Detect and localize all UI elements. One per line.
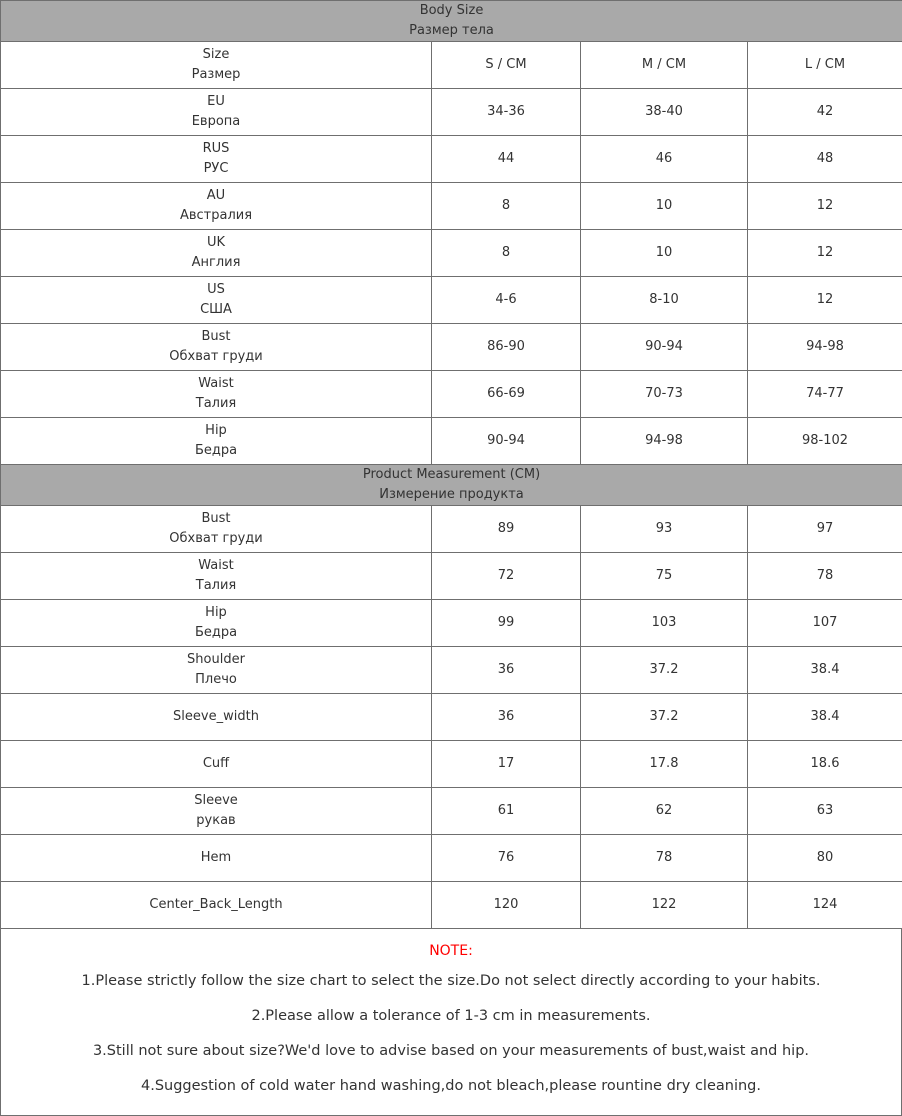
row-label: Size Размер	[1, 42, 432, 89]
cell-l: 63	[748, 788, 902, 835]
cell-s: 36	[432, 647, 581, 694]
cell-m: 8-10	[581, 277, 748, 324]
body-size-title	[1, 1, 902, 42]
note-line-1: 1.Please strictly follow the size chart to select the size.Do not select directly according to your habits.	[81, 973, 821, 989]
body-size-section-header	[1, 1, 902, 42]
cell-l: 12	[748, 183, 902, 230]
cell-s: 99	[432, 600, 581, 647]
note-line-4: 4.Suggestion of cold water hand washing,do not bleach,please rountine dry cleaning.	[141, 1078, 761, 1094]
cell-m: 10	[581, 230, 748, 277]
table-row-waist	[1, 371, 902, 418]
body-size-title-ru: Размер тела	[409, 23, 494, 38]
cell-l: 18.6	[748, 741, 902, 788]
table-row-product-hem	[1, 835, 902, 882]
cell-m: 103	[581, 600, 748, 647]
row-label: US США	[1, 277, 432, 324]
note-title: NOTE:	[429, 943, 473, 959]
cell-l: 12	[748, 277, 902, 324]
cell-l: 107	[748, 600, 902, 647]
cell-s: 72	[432, 553, 581, 600]
cell-m: 93	[581, 506, 748, 553]
cell-s: 44	[432, 136, 581, 183]
row-label: EU Европа	[1, 89, 432, 136]
product-measurement-section-header	[1, 465, 902, 506]
row-label: AU Австралия	[1, 183, 432, 230]
cell-m: 75	[581, 553, 748, 600]
table-row-product-bust	[1, 506, 902, 553]
table-row-product-waist	[1, 553, 902, 600]
cell-m: 94-98	[581, 418, 748, 465]
row-label: Center_Back_Length	[1, 882, 432, 929]
size-header-row	[1, 42, 902, 89]
table-row-rus	[1, 136, 902, 183]
cell-s: 76	[432, 835, 581, 882]
table-row-bust	[1, 324, 902, 371]
cell-s: 36	[432, 694, 581, 741]
row-label: Bust Обхват груди	[1, 324, 432, 371]
cell-m: 122	[581, 882, 748, 929]
cell-m: 62	[581, 788, 748, 835]
cell-l: 74-77	[748, 371, 902, 418]
cell-s: 8	[432, 230, 581, 277]
row-label: Waist Талия	[1, 553, 432, 600]
note-line-2: 2.Please allow a tolerance of 1-3 cm in measurements.	[251, 1008, 651, 1024]
cell-l: 124	[748, 882, 902, 929]
column-header-l: L / CM	[748, 42, 902, 89]
row-label: Waist Талия	[1, 371, 432, 418]
row-label: Hip Бедра	[1, 418, 432, 465]
table-row-product-sleeve-width	[1, 694, 902, 741]
table-row-hip	[1, 418, 902, 465]
row-label: Cuff	[1, 741, 432, 788]
row-label: Shoulder Плечо	[1, 647, 432, 694]
cell-s: 90-94	[432, 418, 581, 465]
cell-l: 97	[748, 506, 902, 553]
cell-s: 120	[432, 882, 581, 929]
row-label: Sleeve рукав	[1, 788, 432, 835]
cell-s: 34-36	[432, 89, 581, 136]
cell-l: 78	[748, 553, 902, 600]
table-row-us	[1, 277, 902, 324]
column-header-s: S / CM	[432, 42, 581, 89]
cell-l: 38.4	[748, 647, 902, 694]
table-row-eu	[1, 89, 902, 136]
table-row-product-sleeve	[1, 788, 902, 835]
table-row-uk	[1, 230, 902, 277]
row-label: Bust Обхват груди	[1, 506, 432, 553]
column-header-m: M / CM	[581, 42, 748, 89]
cell-s: 17	[432, 741, 581, 788]
cell-m: 37.2	[581, 647, 748, 694]
cell-m: 90-94	[581, 324, 748, 371]
cell-m: 17.8	[581, 741, 748, 788]
cell-m: 10	[581, 183, 748, 230]
cell-l: 98-102	[748, 418, 902, 465]
cell-l: 80	[748, 835, 902, 882]
row-label: UK Англия	[1, 230, 432, 277]
product-measurement-title	[1, 465, 902, 506]
cell-s: 89	[432, 506, 581, 553]
row-label: Hip Бедра	[1, 600, 432, 647]
table-row-product-cuff	[1, 741, 902, 788]
row-label: Hem	[1, 835, 432, 882]
table-row-product-shoulder	[1, 647, 902, 694]
cell-l: 94-98	[748, 324, 902, 371]
product-title-en: Product Measurement (CM)	[362, 467, 541, 482]
table-row-product-hip	[1, 600, 902, 647]
cell-m: 38-40	[581, 89, 748, 136]
row-label: RUS РУС	[1, 136, 432, 183]
cell-l: 42	[748, 89, 902, 136]
notes-section	[0, 929, 902, 1116]
cell-m: 46	[581, 136, 748, 183]
cell-s: 66-69	[432, 371, 581, 418]
cell-m: 70-73	[581, 371, 748, 418]
row-label: Sleeve_width	[1, 694, 432, 741]
note-line-3: 3.Still not sure about size?We'd love to advise based on your measurements of bust,waist and hip.	[92, 1043, 810, 1059]
cell-s: 86-90	[432, 324, 581, 371]
cell-s: 8	[432, 183, 581, 230]
product-title-ru: Измерение продукта	[379, 487, 524, 502]
cell-s: 4-6	[432, 277, 581, 324]
body-size-title-en: Body Size	[419, 3, 484, 18]
cell-s: 61	[432, 788, 581, 835]
cell-l: 48	[748, 136, 902, 183]
table-row-product-center-back-length	[1, 882, 902, 929]
cell-m: 37.2	[581, 694, 748, 741]
cell-l: 38.4	[748, 694, 902, 741]
cell-l: 12	[748, 230, 902, 277]
table-row-au	[1, 183, 902, 230]
cell-m: 78	[581, 835, 748, 882]
